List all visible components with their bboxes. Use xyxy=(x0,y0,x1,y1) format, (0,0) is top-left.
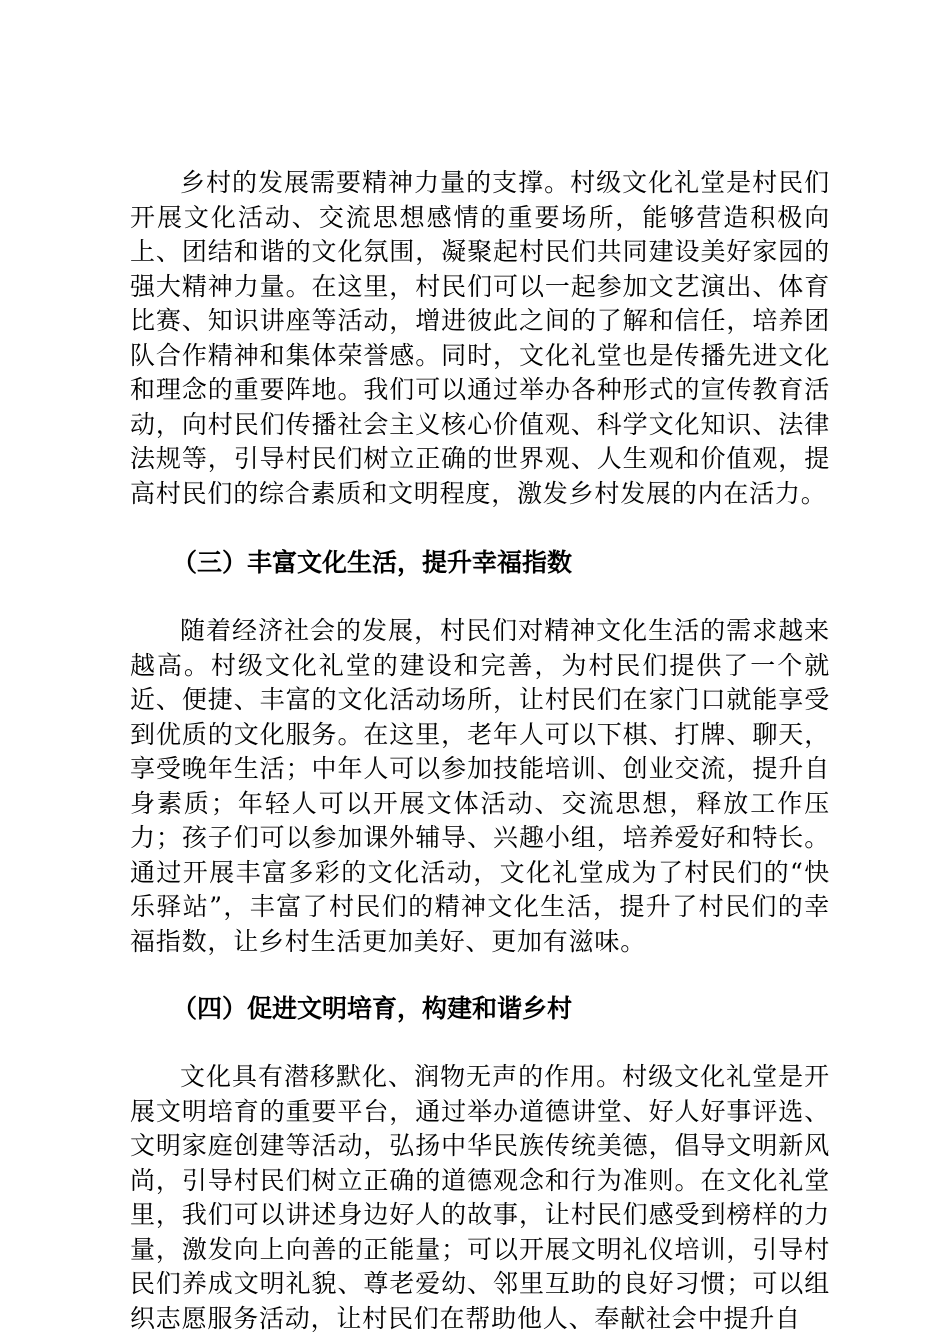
document-page xyxy=(130,166,830,1336)
body-paragraph: 乡村的发展需要精神力量的支撑。村级文化礼堂是村民们开展文化活动、交流思想感情的重要场所，能够营造积极向上、团结和谐的文化氛围，凝聚起村民们共同建设美好家园的强大精神力量。在这里，村民们可以一起参加文艺演出、体育比赛、知识讲座等活动，增进彼此之间的了解和信任，培养团队合作精神和集体荣誉感。同时，文化礼堂也是传播先进文化和理念的重要阵地。我们可以通过举办各种形式的宣传教育活动，向村民们传播社会主义核心价值观、科学文化知识、法律法规等，引导村民们树立正确的世界观、人生观和价值观，提高村民们的综合素质和文明程度，激发乡村发展的内在活力。 xyxy=(130,168,830,508)
body-paragraph: 随着经济社会的发展，村民们对精神文化生活的需求越来越高。村级文化礼堂的建设和完善，为村民们提供了一个就近、便捷、丰富的文化活动场所，让村民们在家门口就能享受到优质的文化服务。在这里，老年人可以下棋、打牌、聊天，享受晚年生活；中年人可以参加技能培训、创业交流，提升自身素质；年轻人可以开展文体活动、交流思想，释放工作压力；孩子们可以参加课外辅导、兴趣小组，培养爱好和特长。通过开展丰富多彩的文化活动，文化礼堂成为了村民们的“快乐驿站”，丰富了村民们的精神文化生活，提升了村民们的幸福指数，让乡村生活更加美好、更加有滋味。 xyxy=(130,616,830,956)
section-heading: （三）丰富文化生活，提升幸福指数 xyxy=(172,548,573,577)
section-heading: （四）促进文明培育，构建和谐乡村 xyxy=(172,994,573,1023)
body-paragraph: 文化具有潜移默化、润物无声的作用。村级文化礼堂是开展文明培育的重要平台，通过举办道德讲堂、好人好事评选、文明家庭创建等活动，弘扬中华民族传统美德，倡导文明新风尚，引导村民们树立正确的道德观念和行为准则。在文化礼堂里，我们可以讲述身边好人的故事，让村民们感受到榜样的力量，激发向上向善的正能量；可以开展文明礼仪培训，引导村民们养成文明礼貌、尊老爱幼、邻里互助的良好习惯；可以组织志愿服务活动，让村民们在帮助他人、奉献社会中提升自 xyxy=(130,1062,830,1333)
